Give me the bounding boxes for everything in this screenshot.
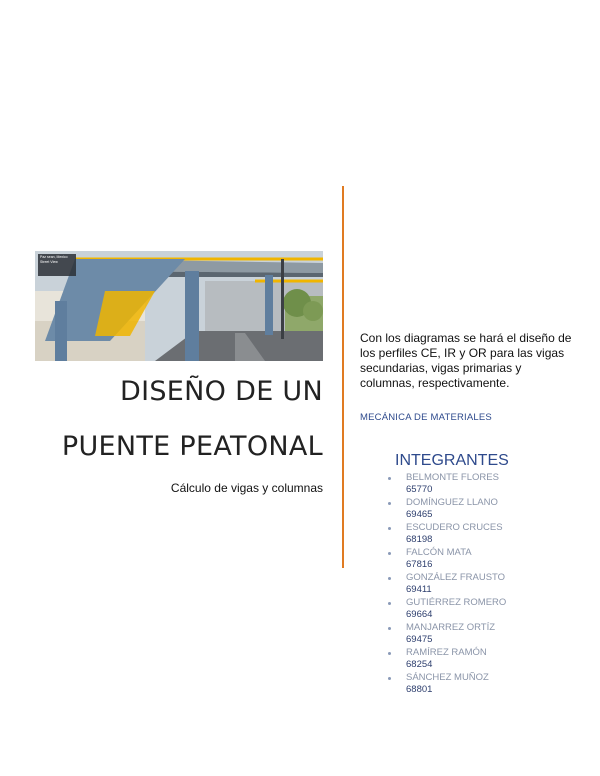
course-name: MECÁNICA DE MATERIALES (360, 412, 492, 423)
list-item (388, 497, 506, 522)
member-name: SÁNCHEZ MUÑOZ (406, 672, 489, 683)
photo-caption-line2: Street View (40, 260, 58, 264)
member-name: FALCÓN MATA (406, 547, 472, 558)
member-name: DOMÍNGUEZ LLANO (406, 497, 498, 508)
bullet-icon (388, 502, 391, 505)
member-name: GONZÁLEZ FRAUSTO (406, 572, 506, 583)
member-id: 68198 (406, 534, 433, 545)
list-item (388, 672, 506, 697)
list-item (388, 472, 506, 497)
member-id: 68254 (406, 659, 433, 670)
member-id: 69475 (406, 634, 433, 645)
member-name: MANJARREZ ORTÍZ (406, 622, 496, 633)
member-id: 69664 (406, 609, 433, 620)
list-item (388, 647, 506, 672)
bullet-icon (388, 552, 391, 555)
member-id: 69465 (406, 509, 433, 520)
abstract-text: Con los diagramas se hará el diseño de los perfiles CE, IR y OR para las vigas secundarias, vigas primarias y columnas, respectivamente. (360, 331, 572, 390)
subtitle: Cálculo de vigas y columnas (170, 481, 323, 495)
bullet-icon (388, 652, 391, 655)
title-line-2: PUENTE PEATONAL (61, 431, 323, 462)
bullet-icon (388, 477, 391, 480)
member-name: RAMÍREZ RAMÓN (406, 647, 487, 658)
photo-caption-line1: Paz sean, Mexico (40, 255, 68, 259)
member-name: GUTIÉRREZ ROMERO (406, 597, 507, 608)
member-id: 65770 (406, 484, 433, 495)
pedestrian-bridge-photo (35, 251, 323, 361)
members-heading: INTEGRANTES (395, 452, 509, 469)
member-id: 67816 (406, 559, 433, 570)
bullet-icon (388, 677, 391, 680)
member-id: 69411 (406, 584, 432, 595)
cover-photo (35, 251, 323, 361)
orange-divider (342, 186, 344, 568)
title-line-1: DISEÑO DE UN (120, 376, 323, 407)
bullet-icon (388, 627, 391, 630)
member-name: BELMONTE FLORES (406, 472, 499, 483)
list-item (388, 572, 506, 597)
list-item (388, 622, 506, 647)
bullet-icon (388, 602, 391, 605)
photo-caption (40, 255, 68, 265)
member-id: 68801 (406, 684, 433, 695)
list-item (388, 597, 506, 622)
bullet-icon (388, 577, 391, 580)
member-name: ESCUDERO CRUCES (406, 522, 503, 533)
bullet-icon (388, 527, 391, 530)
list-item (388, 522, 506, 547)
list-item (388, 547, 506, 572)
members-list (388, 472, 506, 697)
